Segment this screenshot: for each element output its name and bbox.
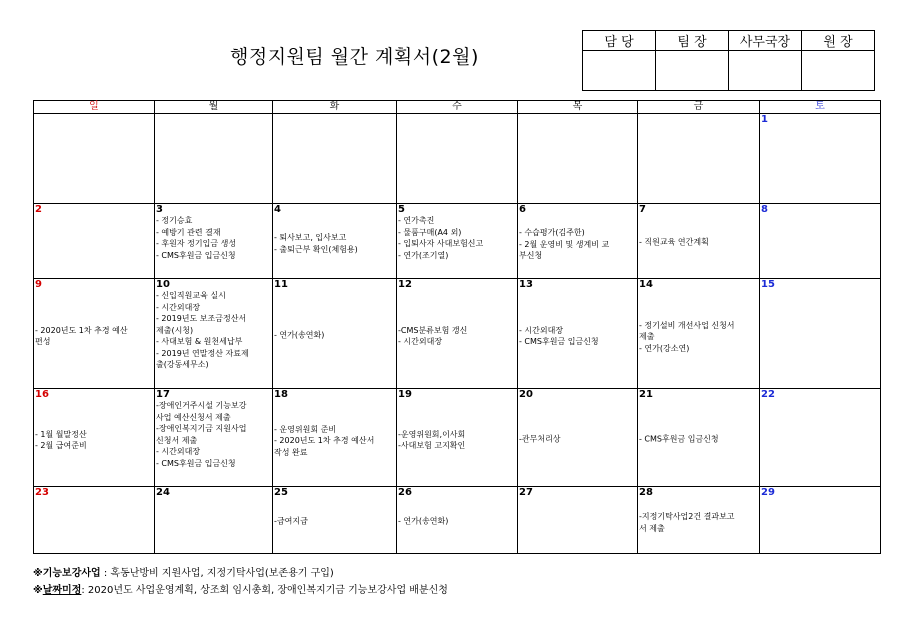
day-number: 10 xyxy=(156,279,170,290)
calendar-day-cell[interactable] xyxy=(34,204,155,279)
calendar-day-cell[interactable] xyxy=(760,204,881,279)
calendar-day-cell[interactable] xyxy=(273,279,397,389)
calendar-day-cell[interactable] xyxy=(155,279,273,389)
calendar-day-cell[interactable] xyxy=(273,487,397,554)
notes xyxy=(33,565,448,599)
approval-sign-box[interactable] xyxy=(656,51,729,91)
calendar-day-cell[interactable] xyxy=(273,114,397,204)
calendar-day-cell[interactable] xyxy=(638,389,760,487)
calendar-day-cell[interactable] xyxy=(518,279,638,389)
calendar-week-row xyxy=(34,114,881,204)
calendar-day-cell[interactable] xyxy=(397,204,518,279)
day-number: 6 xyxy=(519,204,526,215)
weekday-header-sat: 토 xyxy=(760,101,881,114)
day-number: 16 xyxy=(35,389,49,400)
calendar-day-cell[interactable] xyxy=(397,114,518,204)
calendar-day-cell[interactable] xyxy=(155,487,273,554)
note-undated: ※날짜미정: 2020년도 사업운영계획, 상조회 임시총회, 장애인복지기금 기능보강사업 배분신청 xyxy=(33,585,448,596)
weekday-header-wed: 수 xyxy=(397,101,518,114)
day-number: 29 xyxy=(761,487,775,498)
day-events: - 연가(송연화) xyxy=(398,516,449,526)
calendar-week-row xyxy=(34,487,881,554)
day-number: 28 xyxy=(639,487,653,498)
day-events: - 직원교육 연간계획 xyxy=(639,237,709,247)
day-number: 2 xyxy=(35,204,42,215)
day-number: 12 xyxy=(398,279,412,290)
day-number: 22 xyxy=(761,389,775,400)
calendar-day-cell[interactable] xyxy=(34,114,155,204)
calendar-day-cell[interactable] xyxy=(760,389,881,487)
calendar-day-cell[interactable] xyxy=(34,487,155,554)
day-number: 11 xyxy=(274,279,288,290)
day-events: -운영위원회,이사회 -사대보험 고지확인 xyxy=(398,429,466,450)
weekday-header-fri: 금 xyxy=(638,101,760,114)
approval-sign-box[interactable] xyxy=(802,51,875,91)
calendar-day-cell[interactable] xyxy=(34,279,155,389)
approval-header: 담 당 xyxy=(583,31,656,51)
calendar-day-cell[interactable] xyxy=(273,204,397,279)
day-events: - 운영위원회 준비 - 2020년도 1차 추경 예산서 작성 완료 xyxy=(274,424,375,457)
day-events: - 2020년도 1차 추경 예산 편성 xyxy=(35,325,128,346)
note-renovation: ※기능보강사업 : 혹동난방비 지원사업, 지정기탁사업(보존용기 구입) xyxy=(33,568,334,579)
day-number: 14 xyxy=(639,279,653,290)
calendar-day-cell[interactable] xyxy=(760,279,881,389)
calendar-day-cell[interactable] xyxy=(638,279,760,389)
calendar-day-cell[interactable] xyxy=(155,114,273,204)
day-number: 17 xyxy=(156,389,170,400)
calendar-day-cell[interactable] xyxy=(397,389,518,487)
weekday-header-mon: 월 xyxy=(155,101,273,114)
calendar-day-cell[interactable] xyxy=(760,487,881,554)
approval-sign-box[interactable] xyxy=(729,51,802,91)
day-number: 23 xyxy=(35,487,49,498)
day-events: -CMS분류보험 갱신 - 시간외대장 xyxy=(398,325,468,346)
day-number: 18 xyxy=(274,389,288,400)
calendar-day-cell[interactable] xyxy=(155,204,273,279)
day-number: 5 xyxy=(398,204,405,215)
calendar-week-row xyxy=(34,204,881,279)
day-events: - 정기설비 개선사업 신청서 제출 - 연가(강소연) xyxy=(639,320,735,353)
calendar-day-cell[interactable] xyxy=(638,204,760,279)
approval-sign-box[interactable] xyxy=(583,51,656,91)
day-events: - 수습평가(김주한) - 2월 운영비 및 생계비 교 부신청 xyxy=(519,228,610,261)
day-number: 21 xyxy=(639,389,653,400)
day-events: - 연가(송연화) xyxy=(274,329,325,339)
day-number: 1 xyxy=(761,114,768,125)
day-number: 8 xyxy=(761,204,768,215)
weekday-header-thu: 목 xyxy=(518,101,638,114)
day-events: - 1월 월말정산 - 2월 급여준비 xyxy=(35,429,87,450)
day-events: - 신입직원교육 실시 - 시간외대장 - 2019년도 보조금정산서 제출(시청) - 사대보험 & 원천세납부 - 2019년 연말정산 자료제 출(강동세무소) xyxy=(156,291,249,369)
day-events: -지정기탁사업2건 결과보고 서 제출 xyxy=(639,511,735,533)
day-number: 4 xyxy=(274,204,281,215)
calendar-day-cell[interactable] xyxy=(760,114,881,204)
approval-header: 원 장 xyxy=(802,31,875,51)
day-number: 25 xyxy=(274,487,288,498)
day-number: 27 xyxy=(519,487,533,498)
approval-header: 사무국장 xyxy=(729,31,802,51)
day-number: 24 xyxy=(156,487,170,498)
day-events: -장애인거주시설 기능보강 사업 예산신청서 제출 -장애인복지기금 지원사업 신청서 제출 - 시간외대장 - CMS후원금 입금신청 xyxy=(156,401,247,468)
day-events: - 퇴사보고, 입사보고 - 출퇴근부 확인(체험용) xyxy=(274,232,358,254)
day-events: -급여지급 xyxy=(274,516,308,526)
calendar-day-cell[interactable] xyxy=(273,389,397,487)
day-events: -관무처리상 xyxy=(519,433,561,443)
day-number: 19 xyxy=(398,389,412,400)
calendar-day-cell[interactable] xyxy=(518,114,638,204)
calendar-day-cell[interactable] xyxy=(397,279,518,389)
calendar-day-cell[interactable] xyxy=(397,487,518,554)
calendar-day-cell[interactable] xyxy=(518,389,638,487)
weekday-header-sun: 일 xyxy=(34,101,155,114)
day-number: 20 xyxy=(519,389,533,400)
approval-header: 팀 장 xyxy=(656,31,729,51)
day-number: 3 xyxy=(156,204,163,215)
day-events: - CMS후원금 입금신청 xyxy=(639,433,719,443)
calendar-day-cell[interactable] xyxy=(638,114,760,204)
day-number: 26 xyxy=(398,487,412,498)
page-title: 행정지원팀 월간 계획서(2월) xyxy=(230,46,479,68)
day-number: 9 xyxy=(35,279,42,290)
approval-table xyxy=(582,30,875,91)
calendar-day-cell[interactable] xyxy=(638,487,760,554)
day-events: - 시간외대장 - CMS후원금 입금신청 xyxy=(519,325,599,346)
day-events: - 연가촉진 - 물품구매(A4 외) - 입퇴사자 사대보험신고 - 연가(조기열) xyxy=(398,216,484,260)
day-number: 7 xyxy=(639,204,646,215)
calendar-day-cell[interactable] xyxy=(155,389,273,487)
calendar-week-row xyxy=(34,279,881,389)
monthly-calendar xyxy=(33,100,881,554)
calendar-day-cell[interactable] xyxy=(518,487,638,554)
day-number: 15 xyxy=(761,279,775,290)
calendar-week-row xyxy=(34,389,881,487)
day-events: - 정기승효 - 예방기 관련 결재 - 후원자 정기입금 생성 - CMS후원금 입금신청 xyxy=(156,216,237,260)
weekday-header-tue: 화 xyxy=(273,101,397,114)
day-number: 13 xyxy=(519,279,533,290)
calendar-day-cell[interactable] xyxy=(34,389,155,487)
calendar-day-cell[interactable] xyxy=(518,204,638,279)
